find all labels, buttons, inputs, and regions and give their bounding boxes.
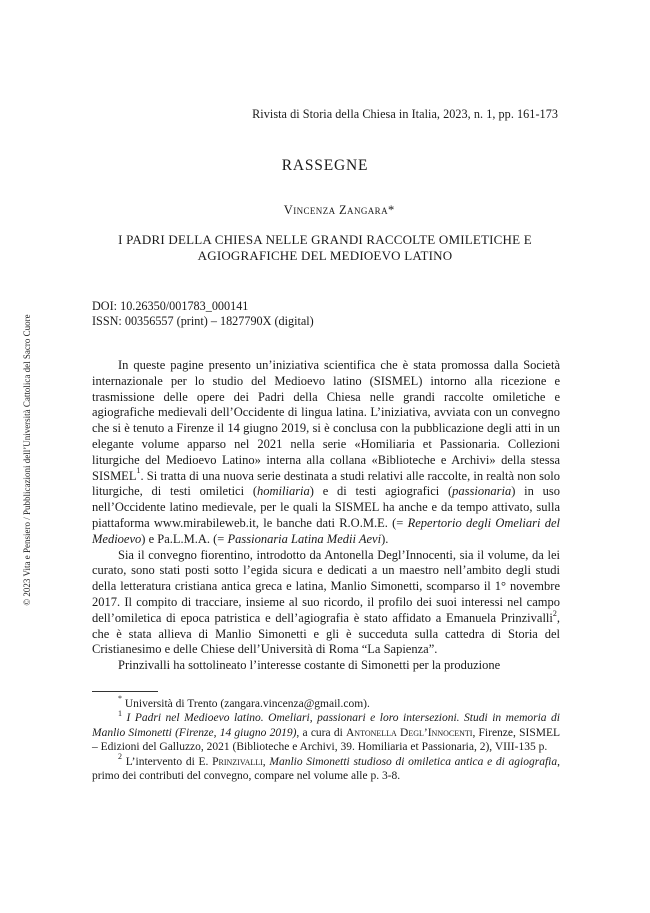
copyright-margin-note: © 2023 Vita e Pensiero / Pubblicazioni dell’Università Cattolica del Sacro Cuore xyxy=(22,314,32,606)
footnote-2-title: Manlio Simonetti studioso di omiletica antica e di agiografia xyxy=(269,755,558,768)
section-title: RASSEGNE xyxy=(281,157,369,174)
footnote-2-marker: 2 xyxy=(118,751,122,761)
identifiers xyxy=(92,299,314,328)
author-footnote-marker: * xyxy=(387,203,395,217)
footnote-1-editor: Antonella Degl’Innocenti xyxy=(346,726,473,739)
article-body xyxy=(92,358,560,674)
paragraph-1-text-f: ). xyxy=(381,531,389,546)
footnotes xyxy=(92,694,560,783)
footnote-2-text-b: , xyxy=(262,755,270,768)
footnote-author-text: Università di Trento (zangara.vincenza@gmail.com). xyxy=(122,698,370,710)
paragraph-3: Prinzivalli ha sottolineato l’interesse costante di Simonetti per la produzione xyxy=(118,658,501,673)
footnote-ref-2[interactable]: 2 xyxy=(552,608,557,618)
italic-passionaria-latina: Passionaria Latina Medii Aevi xyxy=(227,531,382,546)
author-line xyxy=(0,203,650,218)
paragraph-2 xyxy=(92,548,560,659)
footnote-2-text-c: , primo dei contributi del convegno, compare nel volume alle p. 3-8. xyxy=(92,755,560,783)
paragraph-1-text-b: . Si tratta di una nuova serie destinata a studi relativi alle raccolte, in realtà non solo liturgiche, di testi omiletici ( xyxy=(92,468,560,499)
footnote-ref-1[interactable]: 1 xyxy=(136,466,141,476)
doi-line: DOI: 10.26350/001783_000141 xyxy=(92,299,249,313)
footnote-2 xyxy=(92,751,560,784)
footnote-1-text-b: , Firenze, SISMEL – Edizioni del Galluzzo, 2021 (Biblioteche e Archivi, 39. Homiliaria et Passionaria, 2), VIII-135 p. xyxy=(92,726,560,754)
italic-repertorio: Repertorio degli Omeliari del Medioevo xyxy=(92,515,560,546)
footnote-2-text-a: L’intervento di E. xyxy=(122,755,213,768)
issn-line: ISSN: 00356557 (print) – 1827790X (digital) xyxy=(92,313,314,328)
footnote-2-author: Prinzivalli xyxy=(212,755,263,768)
italic-passionaria: passionaria xyxy=(452,484,512,499)
footnote-1-marker: 1 xyxy=(118,708,122,718)
paragraph-1-text-e: ) e Pa.L.M.A. (= xyxy=(141,531,228,546)
article-title-line-2: AGIOGRAFICHE DEL MEDIOEVO LATINO xyxy=(197,248,453,263)
author-name: Vincenza Zangara xyxy=(283,203,388,217)
paragraph-1 xyxy=(92,358,560,548)
article-title xyxy=(92,232,558,264)
paragraph-1-text-d: ) in uso nell’Occidente latino medievale, per le quali la SISMEL ha anche e da tempo attivato, sulla piattaforma www.mirabileweb.it, le banche dati R.O.M.E. (= xyxy=(92,484,560,530)
paragraph-1-text-c: ) e di testi agiografici ( xyxy=(309,484,453,499)
paragraph-1-text-a: In queste pagine presento un’iniziativa scientifica che è stata promossa dalla Società internazionale per lo studio del Medioevo latino (SISMEL) intorno alla ricezione e trasmissione delle opere dei Padri della Chiesa nelle grandi raccolte omiletiche e agiografiche medievali dell’Occidente di lingua latina. L’iniziativa, avviata con un convegno che si è tenuto a Firenze il 14 giugno 2019, si è conclusa con la pubblicazione degli atti in un elegante volume apparso nel 2021 nella serie «Homiliaria et Passionaria. Collezioni liturgiche del Medioevo Latino» interna alla collana «Biblioteche e Archivi» della stessa SISMEL xyxy=(92,358,560,483)
footnote-author-marker: * xyxy=(118,694,122,704)
paragraph-2-text-a: Sia il convegno fiorentino, introdotto da Antonella Degl’Innocenti, sia il volume, da lei curato, sono stati posti sotto l’egida sicura e dedicati a un maestro nell’ambito degli studi della letteratura cristiana antica greca e latina, Manlio Simonetti, scomparso il 1° novembre 2017. Il compito di tracciare, insieme al suo ricordo, il profilo dei suoi interessi nel campo dell’omiletica di epoca patristica e dell’agiografia è stato affidato a Emanuela Prinzivalli xyxy=(92,547,560,625)
article-title-line-1: I PADRI DELLA CHIESA NELLE GRANDI RACCOLTE OMILETICHE E xyxy=(118,232,532,247)
footnote-1-text-a: , a cura di xyxy=(296,726,346,739)
footnote-1-title: I Padri nel Medioevo latino. Omeliari, passionari e loro intersezioni. Studi in memoria di Manlio Simonetti (Firenze, 14 giugno 2019) xyxy=(92,712,560,739)
paragraph-2-text-b: , che è stata allieva di Manlio Simonetti e gli è succeduta sulla cattedra di Storia del Cristianesimo e delle Chiese dell’Università di Roma “La Sapienza”. xyxy=(92,610,560,657)
running-header: Rivista di Storia della Chiesa in Italia, 2023, n. 1, pp. 161-173 xyxy=(252,107,558,121)
footnote-1 xyxy=(92,708,560,754)
footnote-author xyxy=(92,694,560,711)
italic-homiliaria: homiliaria xyxy=(257,484,310,499)
footnote-separator xyxy=(92,691,158,692)
